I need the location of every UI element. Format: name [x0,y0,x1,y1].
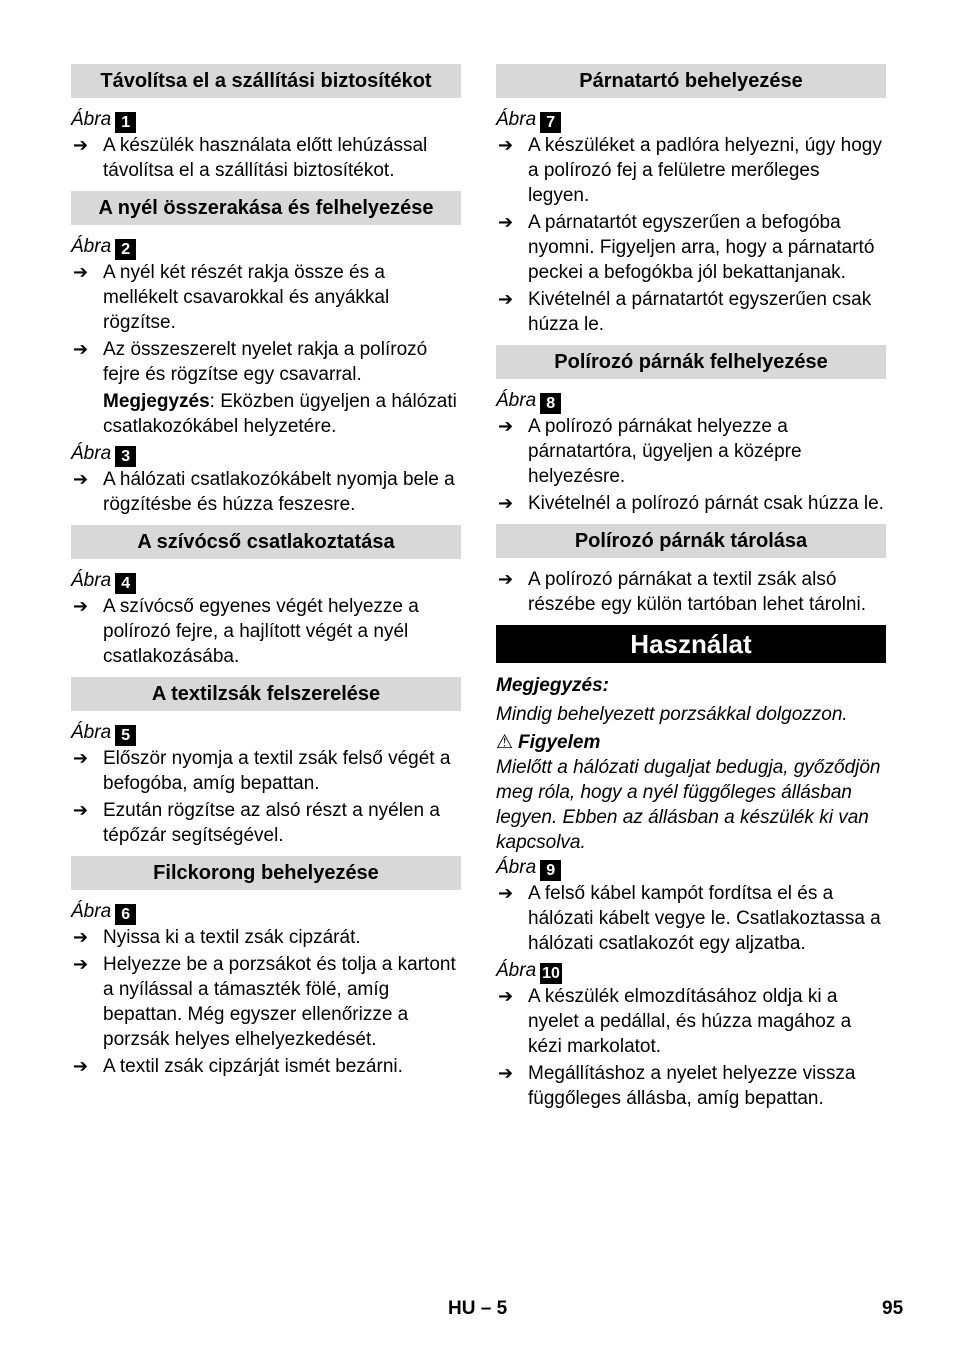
arrow-right-icon: ➔ [498,212,514,232]
figure-ref [71,441,461,467]
instruction-item [496,881,886,956]
figure-number: 3 [115,446,136,467]
instruction-text: Megállításhoz a nyelet helyezze vissza függőleges állásba, amíg bepattan. [528,1063,856,1109]
warning-heading: Figyelem [518,732,601,753]
arrow-right-icon: ➔ [73,339,89,359]
instruction-text: A polírozó párnákat a textil zsák alsó részébe egy külön tartóban lehet tárolni. [528,569,866,615]
figure-number: 8 [540,393,561,414]
chapter-heading: Használat [496,625,886,663]
arrow-right-icon: ➔ [498,493,514,513]
arrow-right-icon: ➔ [73,469,89,489]
figure-number: 6 [115,904,136,925]
figure-number: 1 [115,112,136,133]
instruction-item [496,287,886,337]
instruction-text: Először nyomja a textil zsák felső végét a befogóba, amíg bepattan. [103,748,451,794]
figure-label: Ábra [496,390,537,411]
instruction-item [496,210,886,285]
warning-text: Mielőtt a hálózati dugaljat bedugja, győződjön meg róla, hogy a nyél függőleges állásban legyen. Ebben az állásban a készülék ki van kapcsolva. [496,757,881,853]
instruction-text: A nyél két részét rakja össze és a mellékelt csavarokkal és anyákkal rögzítse. [103,262,390,333]
arrow-right-icon: ➔ [73,135,89,155]
figure-ref [71,234,461,260]
figure-ref [71,720,461,746]
figure-label: Ábra [71,570,112,591]
figure-ref [496,855,886,881]
figure-number: 4 [115,573,136,594]
instruction-text: A szívócső egyenes végét helyezze a polírozó fejre, a hajlított végét a nyél csatlakozásába. [103,596,419,667]
figure-number: 10 [542,965,560,982]
instruction-item [496,984,886,1059]
instruction-text: Helyezze be a porzsákot és tolja a kartont a nyílással a támaszték fölé, amíg bepattan. Még egyszer ellenőrizze a porzsák helyes elhelyezkedését. [103,954,456,1050]
left-column [71,64,461,1081]
figure-ref [71,107,461,133]
instruction-text: A felső kábel kampót fordítsa el és a hálózati kábelt vegye le. Csatlakoztassa a hálózati csatlakozót egy aljzatba. [528,883,881,954]
arrow-right-icon: ➔ [73,262,89,282]
section-heading: Filckorong behelyezése [71,856,461,890]
instruction-item [71,952,461,1052]
note-paragraph [71,389,461,439]
instruction-text: A hálózati csatlakozókábelt nyomja bele a rögzítésbe és húzza feszesre. [103,469,455,515]
instruction-text: Nyissa ki a textil zsák cipzárát. [103,927,361,948]
arrow-right-icon: ➔ [498,883,514,903]
instruction-item [71,798,461,848]
section-heading: A nyél összerakása és felhelyezése [71,191,461,225]
warning-triangle-icon: ⚠ [496,732,514,753]
section-heading: Polírozó párnák tárolása [496,524,886,558]
figure-ref [496,107,886,133]
page-number: 95 [882,1298,904,1319]
instruction-text: A készülék használata előtt lehúzással távolítsa el a szállítási biztosítékot. [103,135,428,181]
arrow-right-icon: ➔ [73,927,89,947]
arrow-right-icon: ➔ [73,596,89,616]
figure-number: 9 [540,860,561,881]
figure-ref [71,568,461,594]
instruction-text: A készülék elmozdításához oldja ki a nyelet a pedállal, és húzza magához a kézi markolatot. [528,986,852,1057]
arrow-right-icon: ➔ [498,569,514,589]
note-text: : Eközben ügyeljen a hálózati csatlakozókábel helyzetére. [103,391,457,437]
figure-ref [496,388,886,414]
instruction-text: A textil zsák cipzárját ismét bezárni. [103,1056,403,1077]
instruction-item [71,337,461,387]
arrow-right-icon: ➔ [498,1063,514,1083]
instruction-item [496,567,886,617]
instruction-item [71,467,461,517]
arrow-right-icon: ➔ [73,800,89,820]
figure-label: Ábra [496,857,537,878]
warning-heading-line [496,730,886,755]
arrow-right-icon: ➔ [498,416,514,436]
instruction-item [496,1061,886,1111]
figure-label: Ábra [71,722,112,743]
instruction-text: Kivételnél a párnatartót egyszerűen csak húzza le. [528,289,872,335]
section-heading: A textilzsák felszerelése [71,677,461,711]
arrow-right-icon: ➔ [498,986,514,1006]
instruction-item [496,414,886,489]
instruction-item [71,594,461,669]
arrow-right-icon: ➔ [498,135,514,155]
section-heading: A szívócső csatlakoztatása [71,525,461,559]
instruction-text: Az összeszerelt nyelet rakja a polírozó fejre és rögzítse egy csavarral. [103,339,428,385]
note-text: Mindig behelyezett porzsákkal dolgozzon. [496,704,848,725]
instruction-text: Kivételnél a polírozó párnát csak húzza le. [528,493,884,514]
instruction-item [496,491,886,516]
section-heading: Párnatartó behelyezése [496,64,886,98]
figure-label: Ábra [71,109,112,130]
figure-ref [496,958,886,984]
figure-label: Ábra [71,443,112,464]
note-heading: Megjegyzés: [496,675,609,696]
instruction-item [496,133,886,208]
instruction-text: A készüléket a padlóra helyezni, úgy hogy a polírozó fej a felületre merőleges legyen. [528,135,882,206]
figure-label: Ábra [71,236,112,257]
arrow-right-icon: ➔ [73,1056,89,1076]
arrow-right-icon: ➔ [73,954,89,974]
instruction-item [71,1054,461,1079]
instruction-text: Ezután rögzítse az alsó részt a nyélen a tépőzár segítségével. [103,800,440,846]
section-heading: Polírozó párnák felhelyezése [496,345,886,379]
instruction-text: A párnatartót egyszerűen a befogóba nyomni. Figyeljen arra, hogy a párnatartó peckei a befogókba jól bekattanjanak. [528,212,875,283]
instruction-item [71,133,461,183]
figure-label: Ábra [496,109,537,130]
figure-label: Ábra [496,960,537,981]
section-heading: Távolítsa el a szállítási biztosítékot [71,64,461,98]
figure-number: 2 [115,239,136,260]
figure-ref [71,899,461,925]
instruction-item [71,925,461,950]
instruction-text: A polírozó párnákat helyezze a párnatartóra, ügyeljen a középre helyezésre. [528,416,802,487]
instruction-item [71,260,461,335]
figure-number: 7 [540,112,561,133]
right-column [496,64,886,1113]
footer-language-code: HU – 5 [448,1298,508,1319]
instruction-item [71,746,461,796]
figure-label: Ábra [71,901,112,922]
arrow-right-icon: ➔ [498,289,514,309]
figure-number: 5 [115,725,136,746]
note-label: Megjegyzés [103,391,210,412]
arrow-right-icon: ➔ [73,748,89,768]
